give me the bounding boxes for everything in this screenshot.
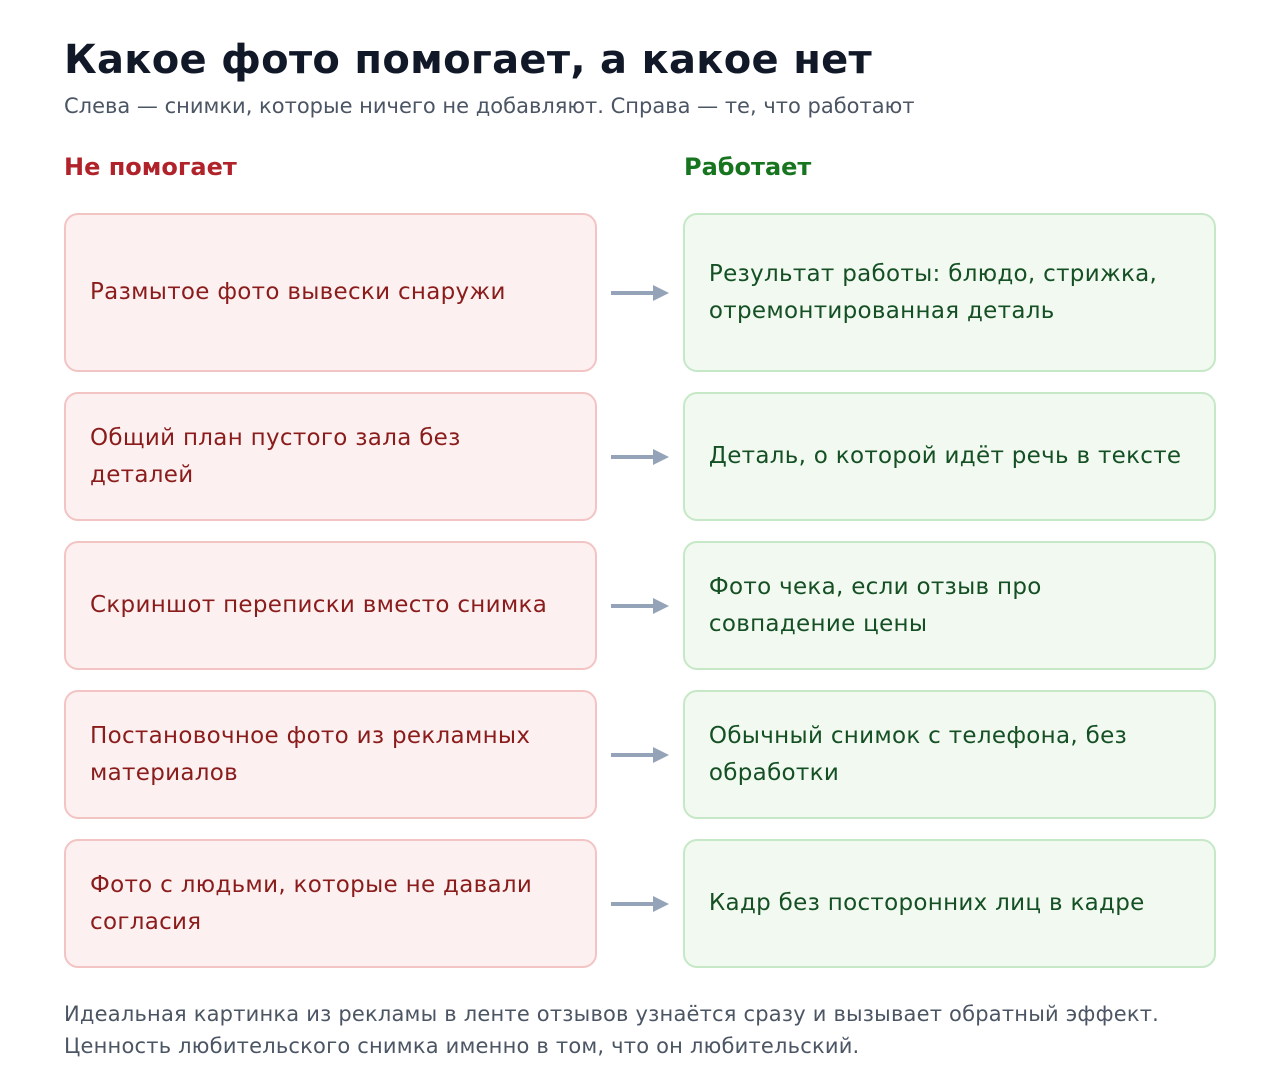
bad-example-card: Общий план пустого зала без деталей — [64, 392, 597, 521]
column-headers — [64, 151, 1216, 191]
arrow-right-icon — [597, 213, 683, 372]
good-example-card: Деталь, о которой идёт речь в тексте — [683, 392, 1216, 521]
comparison-rows — [64, 213, 1216, 968]
bad-example-card: Фото с людьми, которые не давали согласия — [64, 839, 597, 968]
good-example-card: Обычный снимок с телефона, без обработки — [683, 690, 1216, 819]
arrow-right-icon — [597, 839, 683, 968]
column-header-bad: Не помогает — [64, 153, 237, 181]
page-subtitle: Слева — снимки, которые ничего не добавляют. Справа — те, что работают — [64, 94, 915, 118]
arrow-right-icon — [597, 392, 683, 521]
comparison-row — [64, 541, 1216, 670]
comparison-row — [64, 839, 1216, 968]
arrow-right-icon — [597, 690, 683, 819]
comparison-row — [64, 690, 1216, 819]
good-example-card: Кадр без посторонних лиц в кадре — [683, 839, 1216, 968]
good-example-card: Фото чека, если отзыв про совпадение цены — [683, 541, 1216, 670]
column-header-good: Работает — [684, 153, 812, 181]
arrow-right-icon — [597, 541, 683, 670]
good-example-card: Результат работы: блюдо, стрижка, отремонтированная деталь — [683, 213, 1216, 372]
bad-example-card: Размытое фото вывески снаружи — [64, 213, 597, 372]
bad-example-card: Скриншот переписки вместо снимка — [64, 541, 597, 670]
bad-example-card: Постановочное фото из рекламных материалов — [64, 690, 597, 819]
footer-note: Идеальная картинка из рекламы в ленте отзывов узнаётся сразу и вызывает обратный эффект. Ценность любительского снимка именно в том, что он любительский. — [64, 1002, 1160, 1058]
comparison-row — [64, 392, 1216, 521]
comparison-row — [64, 213, 1216, 372]
page-title: Какое фото помогает, а какое нет — [64, 37, 873, 83]
